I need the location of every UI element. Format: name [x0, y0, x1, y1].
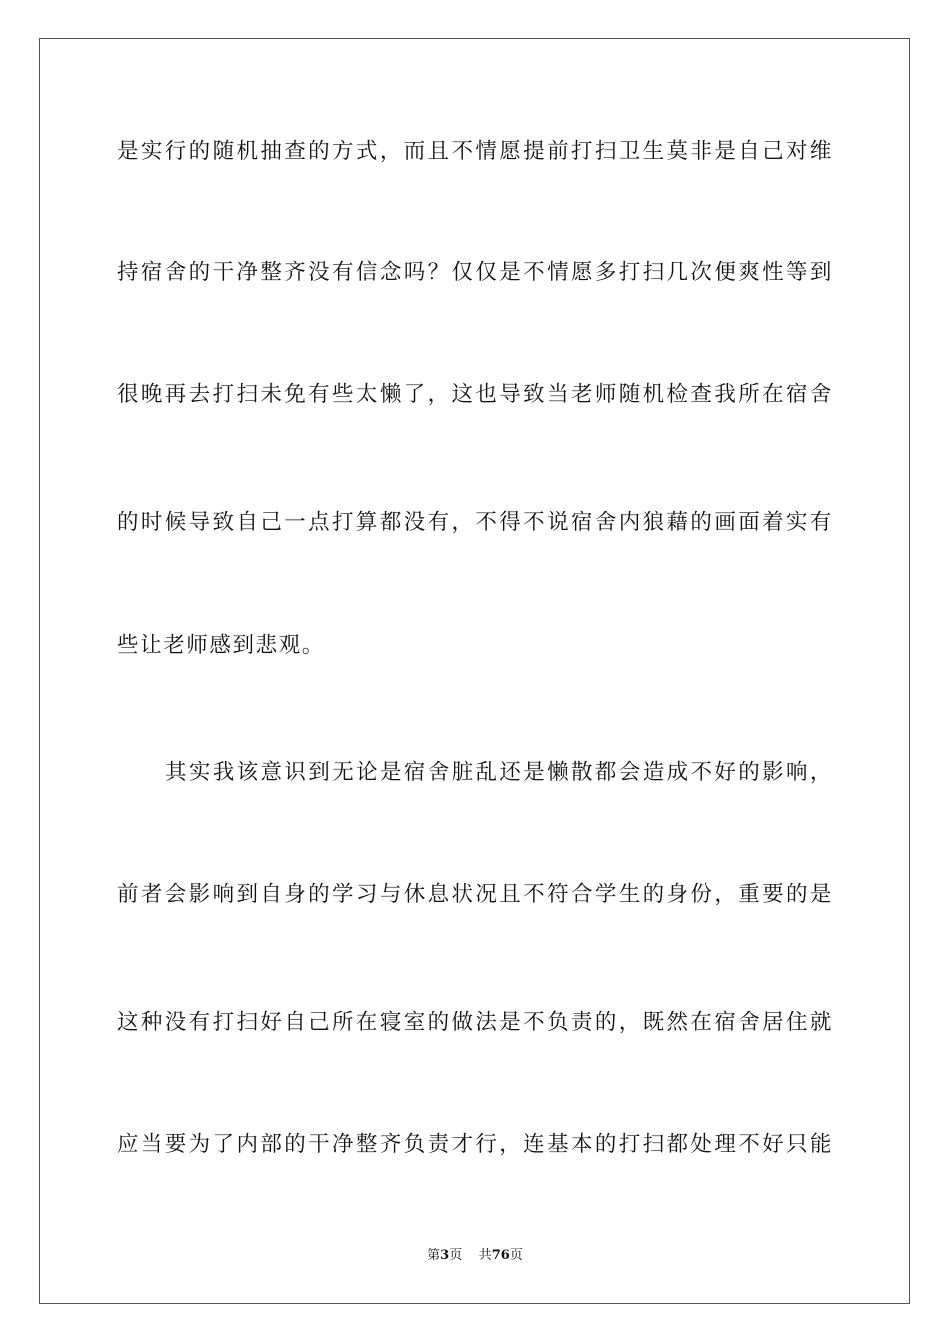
body-line-8: 这种没有打扫好自己所在寝室的做法是不负责的，既然在宿舍居住就 — [117, 1010, 833, 1035]
page-number: 3 — [440, 1248, 450, 1263]
page-border — [39, 38, 910, 1304]
body-line-9: 应当要为了内部的干净整齐负责才行，连基本的打扫都处理不好只能 — [117, 1132, 833, 1157]
body-line-4: 的时候导致自己一点打算都没有，不得不说宿舍内狼藉的画面着实有 — [117, 510, 833, 535]
body-line-1: 是实行的随机抽查的方式，而且不情愿提前打扫卫生莫非是自己对维 — [117, 139, 833, 164]
body-line-6: 其实我该意识到无论是宿舍脏乱还是懒散都会造成不好的影响， — [165, 760, 833, 785]
total-suffix: 页 — [509, 1248, 523, 1263]
body-line-2: 持宿舍的干净整齐没有信念吗？仅仅是不情愿多打扫几次便爽性等到 — [117, 260, 833, 285]
body-line-7: 前者会影响到自身的学习与休息状况且不符合学生的身份，重要的是 — [117, 882, 833, 907]
page-prefix: 第 — [427, 1248, 441, 1263]
body-line-3: 很晚再去打扫未免有些太懒了，这也导致当老师随机检查我所在宿舍 — [117, 382, 833, 407]
total-pages: 76 — [491, 1248, 510, 1263]
body-line-5: 些让老师感到悲观。 — [117, 633, 325, 658]
page-suffix: 页 — [449, 1248, 463, 1263]
page-footer — [0, 1247, 950, 1265]
total-prefix: 共 — [478, 1248, 492, 1263]
